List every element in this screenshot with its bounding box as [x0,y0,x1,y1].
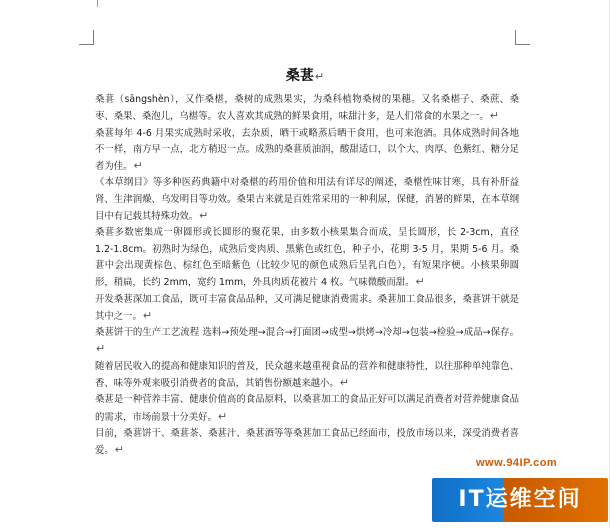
paragraph-mark: ↵ [339,376,349,390]
paragraph-6[interactable]: 桑葚饼干的生产工艺流程 选料→预处理→混合→打面团→成型→烘烤→冷却→包装→检验→成品→保存。↵ [95,327,519,356]
paragraph-1[interactable]: 桑葚（sāngshèn），又作桑椹，桑树的成熟果实，为桑科植物桑树的果穗。又名桑椹子、桑蔗、桑枣、桑果、桑泡儿，乌椹等。农人喜欢其成熟的鲜果食用，味甜汁多，是人们常食的水果之一。↵ [95,94,519,123]
paragraph-mark: ↵ [199,209,209,223]
watermark-logo: IT运维空间 [432,478,608,522]
paragraph-4[interactable]: 桑葚多数密集成一卵圆形或长圆形的聚花果，由多数小核果集合而成，呈长圆形，长 2-3cm，直径 1.2-1.8cm。初熟时为绿色，成熟后变肉质、黑紫色或红色，种子小，花期 3-5 月，果期 5-6 月。桑葚中会出现黄棕色、棕红色至暗紫色（比较少见的颜色成熟后呈乳白色），有短果序梗。小核果卵圆形，稍扁，长约 2mm，宽约 1mm，外具肉质花被片 4 枚。气味微酸而甜。↵ [95,227,519,289]
crop-mark-top-right-horizontal [515,44,530,45]
crop-mark-top-left-horizontal [79,44,94,45]
paragraph-9[interactable]: 目前，桑葚饼干、桑葚茶、桑葚汁、桑葚酒等等桑葚加工食品已经面市，投放市场以来，深受消费者喜爱。↵ [95,427,519,457]
document-title[interactable] [0,65,610,85]
paragraph-mark: ↵ [489,109,499,123]
paragraph-mark: ↵ [142,308,153,322]
paragraph-mark: ↵ [217,409,228,423]
paragraph-mark: ↵ [114,443,124,457]
document-title-text: 桑葚 [285,68,314,84]
document-body[interactable] [95,92,519,460]
paragraph-8[interactable]: 桑葚是一种营养丰富、健康价值高的食品原料，以桑葚加工的食品正好可以满足消费者对营养健康食品的需求，市场前景十分美好。↵ [95,394,519,423]
paragraph-5[interactable]: 开发桑葚深加工食品，既可丰富食品品种，又可满足健康消费需求。桑葚加工食品很多，桑葚饼干就是其中之一。↵ [95,293,519,322]
crop-mark-top-right-vertical [515,30,516,44]
paragraph-mark: ↵ [314,70,325,83]
paragraph-2[interactable]: 桑葚每年 4-6 月果实成熟时采收，去杂质，晒干或略蒸后晒干食用，也可来泡酒。具体成熟时间各地不一样，南方早一点，北方稍迟一点。成熟的桑葚质油润，酸甜适口，以个大、肉厚、色紫红、糖分足者为佳。↵ [95,127,519,173]
paragraph-mark: ↵ [133,159,143,173]
watermark-url: www.94IP.com [476,457,558,469]
crop-mark-top-left-vertical [93,30,94,44]
paragraph-3[interactable]: 《本草纲目》等多种医药典籍中对桑椹的药用价值和用法有详尽的阐述，桑椹性味甘寒，具有补肝益肾、生津润燥、乌发明目等功效。桑果古来就是百姓常采用的一种利尿，保健，消暑的鲜果，在本草纲目中有记载其特殊功效。↵ [95,177,519,223]
paragraph-mark: ↵ [415,275,425,289]
paragraph-7[interactable]: 随着居民收入的提高和健康知识的普及，民众越来越重视食品的营养和健康特性，以往那种单纯靠色、香、味等外观来吸引消费者的食品，其销售份额越来越小。↵ [95,360,519,390]
ruler-tick [97,0,98,7]
paragraph-mark: ↵ [96,342,106,356]
